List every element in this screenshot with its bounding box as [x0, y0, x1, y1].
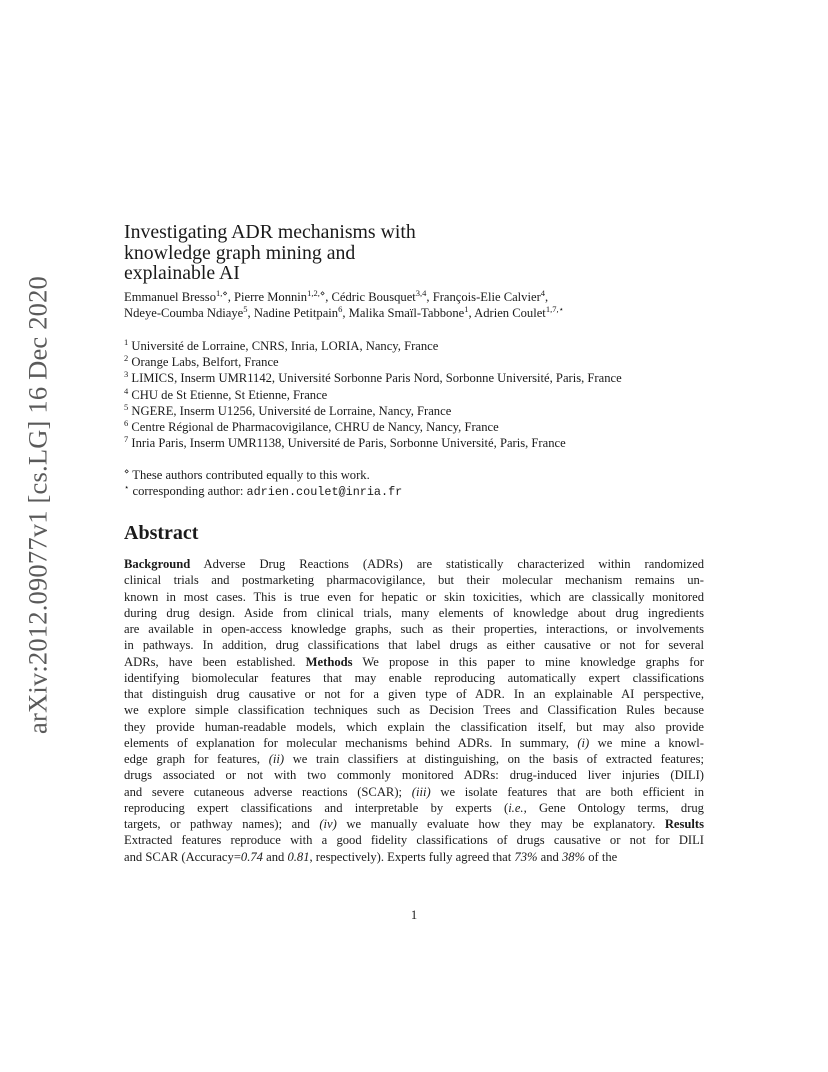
abstract-line [124, 556, 704, 572]
abstract-text-run: and [537, 849, 562, 864]
abstract-text-run: and [262, 849, 288, 864]
author-name: Nadine Petitpain [253, 306, 339, 320]
arxiv-sidebar [20, 250, 56, 760]
author-name: Pierre Monnin [234, 290, 308, 304]
abstract-text-run: 0.81 [287, 849, 310, 864]
abstract-text-run: Extracted features reproduce with a good fidelity classifications of drugs causative or not for DILI [124, 833, 704, 848]
abstract-text-run: drugs associated or not with two commonly monitored ADRs: drug-induced liver injuries (DILI) [124, 768, 704, 783]
arxiv-identifier: arXiv:2012.09077v1 [cs.LG] 16 Dec 2020 [22, 275, 53, 735]
abstract-line [124, 816, 704, 832]
abstract-text-run: 0.74 [240, 849, 263, 864]
author-name: François-Elie Calvier [432, 290, 541, 304]
affiliation [124, 370, 744, 386]
abstract-text-run: elements of explanation for molecular mechanisms behind ADRs. In summary, [124, 735, 578, 750]
affiliation [124, 338, 744, 354]
abstract-section-label: Methods [305, 654, 353, 669]
abstract-text-run: and severe cutaneous adverse reactions (SCAR); [124, 784, 412, 799]
abstract-text-run: that distinguish drug causative or not for a given type of ADR. In an explainable AI perspective, [124, 687, 704, 701]
abstract-text-run: known in most cases. This is true even for hepatic or skin toxicities, which are classically monitored [124, 589, 704, 604]
author-name: Adrien Coulet [474, 306, 546, 320]
abstract-text-run: and SCAR (Accuracy= [124, 849, 241, 864]
abstract-text-run: clinical trials and postmarketing pharmacovigilance, but their molecular mechanism remains un- [124, 573, 704, 588]
abstract-line [124, 670, 704, 686]
author-line: Ndeye-Coumba Ndiaye$^5$, Nadine Petitpain$^6$, Malika Smaïl-Tabbone$^1$, Adrien Coulet$^{1,7,⋆}$ [124, 303, 564, 320]
corresponding-author-note [124, 483, 724, 500]
abstract-text-run: we isolate features that are both efficient in [430, 784, 705, 799]
abstract-line [124, 735, 704, 751]
abstract-text-run: we explore simple classification techniques such as Decision Trees and Classification Rules because [124, 703, 704, 718]
abstract-text-run: (ii) [268, 752, 285, 766]
author-name: Emmanuel Bresso [124, 290, 216, 304]
affiliation-text: NGERE, Inserm U1256, Université de Lorraine, Nancy, France [131, 403, 452, 418]
affiliation [124, 419, 744, 435]
affiliation-text: Université de Lorraine, CNRS, Inria, LORIA, Nancy, France [131, 339, 439, 353]
corresponding-author-symbol: ⋆ [124, 482, 130, 493]
affiliation-text: LIMICS, Inserm UMR1142, Université Sorbonne Paris Nord, Sorbonne Université, Paris, France [131, 371, 622, 386]
abstract-text-run: in pathways. In addition, drug classifications that label drugs as either causative or not for several [124, 638, 704, 653]
abstract-text-run: we manually evaluate how they may be explanatory. [336, 817, 665, 831]
affiliation-number: 2 [124, 353, 129, 364]
abstract-text-run: Gene Ontology terms, drug [526, 800, 704, 815]
abstract-line [124, 654, 704, 670]
affiliation-text: Centre Régional de Pharmacovigilance, CHRU de Nancy, Nancy, France [131, 420, 499, 435]
abstract-text-run: 73% [514, 849, 538, 864]
abstract-text-run: (iii) [411, 784, 431, 799]
affiliation-text: Orange Labs, Belfort, France [131, 355, 279, 370]
affiliation-number: 5 [124, 401, 129, 412]
affiliation [124, 354, 744, 370]
abstract-text-run: (iv) [319, 817, 337, 831]
abstract-line [124, 605, 704, 621]
author-name: Cédric Bousquet [331, 290, 416, 304]
abstract-body [124, 556, 704, 865]
author-affiliation-marker: 4 [540, 287, 546, 298]
abstract-line [124, 832, 704, 848]
author-name: Ndeye-Coumba Ndiaye [124, 306, 244, 320]
abstract-line [124, 719, 704, 735]
affiliation-list [124, 338, 744, 451]
abstract-line [124, 572, 704, 588]
abstract-line [124, 800, 704, 816]
abstract-text-run: ADRs, have been established. [124, 654, 306, 669]
abstract-line [124, 686, 704, 702]
abstract-section-label: Results [664, 817, 704, 831]
title-line: Investigating ADR mechanisms with [124, 221, 416, 243]
affiliation-number: 3 [124, 369, 129, 380]
author-affiliation-marker: 1,2,⋄ [307, 287, 326, 298]
abstract-text-run: we train classifiers at distinguishing, on the basis of extracted features; [284, 752, 704, 766]
abstract-line [124, 849, 704, 865]
abstract-text-run: of the [585, 849, 618, 864]
abstract-text-run: we mine a knowl- [589, 735, 704, 750]
abstract-text-run: edge graph for features, [124, 752, 269, 766]
abstract-line [124, 702, 704, 718]
abstract-text-run: (i) [577, 735, 590, 750]
abstract-text-run: We propose in this paper to mine knowledge graphs for [352, 654, 704, 669]
abstract-text-run: identifying biomolecular features that may enable reproducing automatically expert classifications [124, 670, 704, 685]
abstract-text-run: during drug design. Aside from clinical trials, many elements of knowledge about drug ingredients [124, 605, 704, 620]
affiliation-text: Inria Paris, Inserm UMR1138, Université de Paris, Sorbonne Université, Paris, France [131, 436, 566, 451]
equal-contribution-note [124, 467, 724, 483]
abstract-line [124, 784, 704, 800]
abstract-text-run: targets, or pathway names); and [124, 817, 320, 831]
abstract-text-run: 38% [562, 849, 586, 864]
abstract-text-run: reproducing expert classifications and interpretable by experts ( [124, 800, 509, 815]
abstract-heading: Abstract [124, 522, 199, 544]
abstract-text-run: , respectively). Experts fully agreed that [309, 849, 515, 864]
author-affiliation-marker: 1 [464, 303, 469, 314]
equal-contribution-symbol: ⋄ [124, 465, 130, 476]
abstract-line [124, 589, 704, 605]
abstract-text-run: i.e., [508, 800, 527, 815]
abstract-text-run: are available in open-access knowledge graphs, such as their properties, interactions, or involvements [124, 622, 704, 636]
author-affiliation-marker: 6 [338, 303, 343, 314]
author-line: Emmanuel Bresso$^{1,⋄}$, Pierre Monnin$^{1,2,⋄}$, Cédric Bousquet$^{3,4}$, François-Elie Calvier$^4$, [124, 287, 549, 304]
affiliation-number: 4 [124, 385, 129, 396]
author-list [124, 289, 724, 321]
author-affiliation-marker: 5 [243, 303, 248, 314]
author-affiliation-marker: 1,⋄ [216, 287, 228, 298]
affiliation [124, 403, 744, 419]
page-number: 1 [410, 908, 418, 922]
author-notes [124, 467, 724, 500]
affiliation-number: 6 [124, 417, 129, 428]
abstract-text-run: Adverse Drug Reactions (ADRs) are statistically characterized within randomized [190, 557, 704, 571]
abstract-section-label: Background [124, 557, 191, 571]
author-affiliation-marker: 3,4 [415, 287, 427, 298]
affiliation-number: 7 [124, 434, 129, 445]
title-line: knowledge graph mining and [124, 241, 356, 264]
abstract-text-run: they provide human-readable models, which explain the classification itself, but may also provide [124, 719, 704, 734]
abstract-line [124, 637, 704, 653]
equal-contribution-text: These authors contributed equally to this work. [132, 468, 370, 482]
affiliation [124, 387, 744, 403]
affiliation [124, 435, 744, 451]
author-affiliation-marker: 1,7,⋆ [545, 303, 564, 314]
corresponding-author-email[interactable]: adrien.coulet@inria.fr [246, 485, 403, 500]
affiliation-number: 1 [124, 336, 129, 347]
abstract-line [124, 621, 704, 637]
affiliation-text: CHU de St Etienne, St Etienne, France [131, 387, 328, 402]
abstract-line [124, 767, 704, 783]
paper-title [124, 222, 544, 284]
title-line: explainable AI [124, 262, 240, 284]
author-name: Malika Smaïl-Tabbone [348, 306, 465, 320]
abstract-line [124, 751, 704, 767]
corresponding-author-label: corresponding author: [132, 484, 247, 499]
